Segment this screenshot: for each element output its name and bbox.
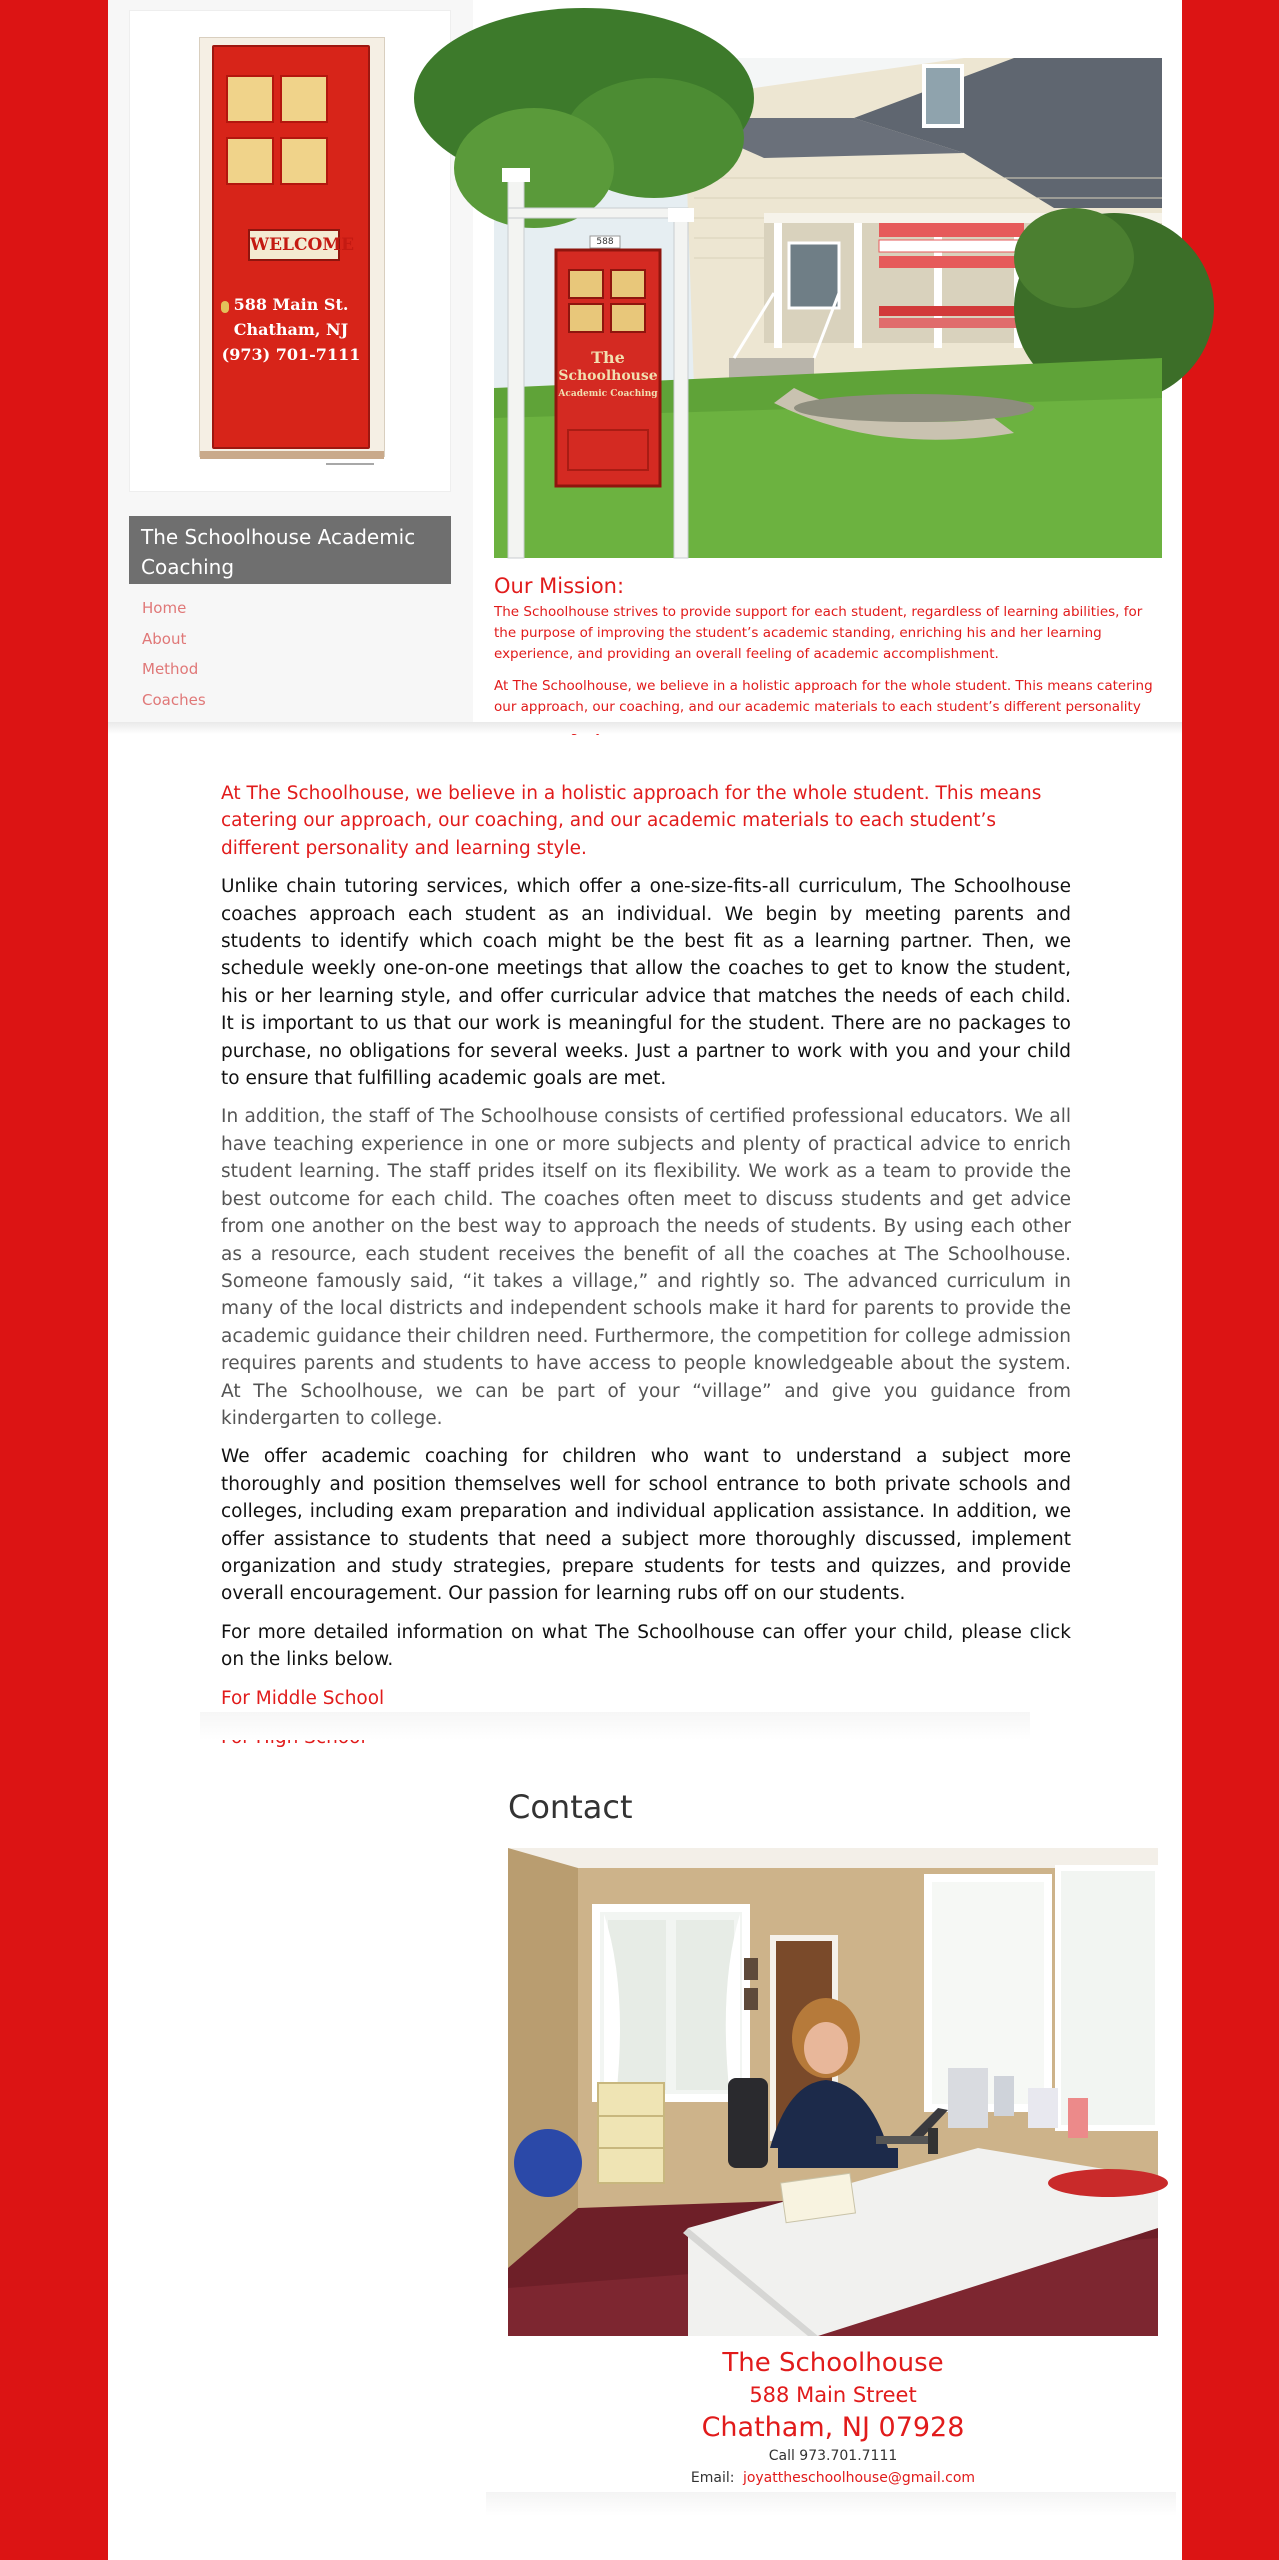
nav-item-method[interactable]: Method	[142, 660, 199, 678]
article-paragraph-individual: Unlike chain tutoring services, which offer a one-size-fits-all curriculum, The Schoolhouse coaches approach each student as an individual. We begin by meeting parents and students to identify which coach might be the best fit as a learning partner. Then, we schedule weekly one-on-one meetings that allow the coaches to get to know the student, his or her learning style, and offer curricular advice that matches the needs of each child. It is important to us that our work is meaningful for the student. There are no packages to purchase, no obligations for several weeks. Just a partner to work with you and your child to ensure that fulfilling academic goals are met.	[221, 876, 1071, 1090]
contact-street: 588 Main Street	[749, 2383, 917, 2407]
artist-signature	[326, 463, 374, 465]
main-nav	[142, 596, 206, 718]
door-pane	[280, 75, 328, 123]
logo-door-image[interactable]	[129, 10, 451, 492]
welcome-sign: WELCOME	[248, 229, 340, 261]
article-paragraph-staff: In addition, the staff of The Schoolhouse consists of certified professional educators. We all have teaching experience in one or more subjects and plenty of practical advice to enrich student learning. The staff prides itself on its flexibility. We work as a team to provide the best outcome for each child. The coaches often meet to discuss students and get advice from one another on the best way to approach the needs of students. By using each other as a resource, each student receives the benefit of all the coaches at The Schoolhouse. Someone famously said, “it takes a village,” and rightly so. The advanced curriculum in many of the local districts and independent schools make it hard for parents to provide the academic guidance their children need. Furthermore, the competition for college admission requires parents and students to have access to people knowledgeable about the system. At The Schoolhouse, we can be part of your “village” and give you guidance from kindergarten to college.	[221, 1106, 1071, 1429]
sign-text-academic-coaching: Academic Coaching	[558, 389, 658, 399]
section-divider-shadow	[108, 722, 1182, 734]
site-title[interactable]: The Schoolhouse Academic Coaching	[129, 516, 451, 584]
contact-email-row	[488, 2467, 1178, 2489]
email-label: Email:	[690, 2470, 735, 2486]
mission-approach-text: At The Schoolhouse, we believe in a holistic approach for the whole student. This means catering our approach, our coaching, and our academic materials to each student’s different personality	[494, 678, 1153, 715]
logo-address-street: 588 Main St.	[233, 295, 349, 314]
nav-item-home[interactable]: Home	[142, 599, 187, 617]
sign-text-the: The	[591, 348, 625, 367]
office-photo	[508, 1848, 1158, 2336]
article-paragraph-more-info: For more detailed information on what The Schoolhouse can offer your child, please click on the links below.	[221, 1621, 1071, 1671]
door-pane	[226, 75, 274, 123]
holistic-intro: At The Schoolhouse, we believe in a holistic approach for the whole student. This means catering our approach, our coaching, and our academic materials to each student’s different personality and learning style.	[221, 783, 1042, 859]
door-pane	[280, 137, 328, 185]
nav-item-about[interactable]: About	[142, 629, 187, 648]
contact-shadow	[486, 2492, 1176, 2516]
door-pane	[226, 137, 274, 185]
mission-statement: The Schoolhouse strives to provide support for each student, regardless of learning abilities, for the purpose of improving the student’s academic standing, enriching his and her learning experience, and providing an overall feeling of academic accomplishment.	[494, 604, 1143, 662]
nav-item-coaches[interactable]: Coaches	[142, 690, 206, 709]
about-article	[221, 780, 1071, 1763]
contact-heading: Contact	[508, 1788, 633, 1826]
house-illustration	[494, 58, 1162, 558]
article-paragraph-coaching: We offer academic coaching for children who want to understand a subject more thoroughly and position themselves well for school entrance to both private schools and colleges, including exam preparation and individual application assistance. In addition, we offer assistance to students that need a subject more thoroughly discussed, implement organization and study strategies, prepare students for tests and quizzes, and provide overall encouragement. Our passion for learning rubs off on our students.	[221, 1446, 1071, 1605]
page-content	[108, 0, 1182, 2560]
office-illustration	[508, 1848, 1158, 2336]
door-threshold	[200, 451, 384, 459]
middle-school-link[interactable]: For Middle School	[221, 1687, 385, 1709]
mission-heading: Our Mission:	[494, 574, 625, 598]
contact-phone: Call 973.701.7111	[768, 2448, 898, 2464]
contact-info	[488, 2346, 1178, 2489]
logo-address-phone: (973) 701-7111	[221, 345, 361, 364]
schoolhouse-exterior-photo	[494, 58, 1162, 558]
sign-text-schoolhouse: Schoolhouse	[558, 368, 658, 384]
logo-address-city: Chatham, NJ	[233, 320, 349, 339]
article-shadow	[200, 1712, 1030, 1740]
contact-city: Chatham, NJ 07928	[701, 2412, 965, 2443]
sign-post-number: 588	[596, 237, 614, 247]
email-link[interactable]: joyattheschoolhouse@gmail.com	[742, 2470, 976, 2486]
contact-business-name: The Schoolhouse	[722, 2348, 944, 2378]
